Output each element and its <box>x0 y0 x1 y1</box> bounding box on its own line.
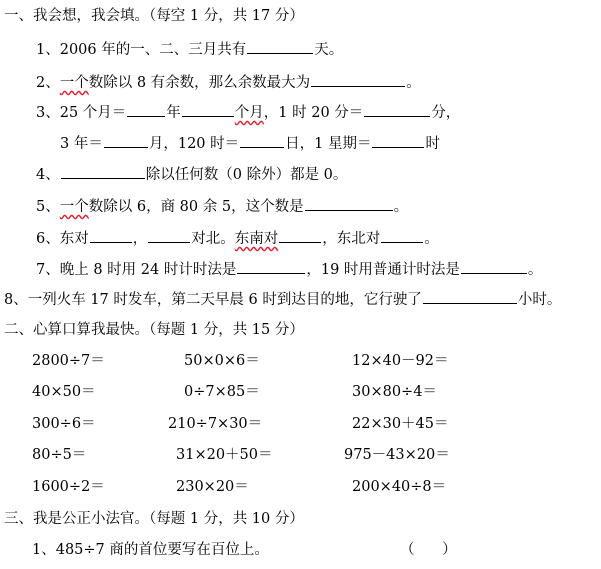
answer-blank[interactable] <box>461 259 527 274</box>
q5-number: 5、 <box>36 199 60 215</box>
q2-text: 数除以 8 有余数，那么余数最大为 <box>88 75 311 91</box>
answer-blank[interactable] <box>311 72 405 87</box>
answer-blank[interactable] <box>364 102 430 117</box>
q3-text-c: 个月 <box>234 105 264 121</box>
q6-text-f: 。 <box>424 231 439 247</box>
question-1-5 <box>36 196 408 217</box>
question-1-3 <box>36 102 460 123</box>
q7-text-c: 。 <box>527 262 543 278</box>
q3-text-e: 分， <box>431 105 461 121</box>
answer-blank[interactable] <box>279 228 321 243</box>
answer-blank[interactable] <box>182 102 234 117</box>
answer-blank[interactable] <box>305 196 393 211</box>
q4-text: 除以任何数（0 除外）都是 0。 <box>145 167 348 183</box>
question-1-6 <box>36 228 439 249</box>
q3b-text-a: 3 年＝ <box>60 136 103 152</box>
q6-text-e: ，东北对 <box>322 231 381 247</box>
calc-item: 0÷7×85＝ <box>184 384 260 400</box>
q6-text-a: 6、东对 <box>36 231 89 247</box>
question-1-1 <box>36 39 343 60</box>
q2-suffix: 。 <box>406 75 421 91</box>
q7-text-a: 7、晚上 8 时用 24 时计时法是 <box>36 262 237 278</box>
q2-number: 2、 <box>36 75 60 91</box>
calc-item: 80÷5＝ <box>32 447 87 463</box>
q5-text: 数除以 6，商 80 余 5，这个数是 <box>88 199 304 215</box>
calc-item: 230×20＝ <box>176 479 249 495</box>
calc-item: 31×20＋50＝ <box>176 447 273 463</box>
q3-text-d: ，1 时 20 分＝ <box>263 105 364 121</box>
answer-blank[interactable] <box>104 133 148 148</box>
section3-title: 三、我是公正小法官。（每题 1 分，共 10 分） <box>4 511 304 527</box>
calc-item: 200×40÷8＝ <box>352 479 447 495</box>
q1-text: 1、2006 年的一、二、三月共有 <box>36 42 247 58</box>
answer-blank[interactable] <box>127 102 165 117</box>
q3-text-b: 年 <box>166 105 181 121</box>
answer-blank[interactable] <box>240 133 284 148</box>
answer-parentheses[interactable]: （ ） <box>400 542 457 558</box>
answer-blank[interactable] <box>237 259 305 274</box>
section2-title: 二、心算口算我最快。（每题 1 分，共 15 分） <box>4 322 304 338</box>
calc-item: 300÷6＝ <box>32 416 96 432</box>
answer-blank[interactable] <box>61 164 145 179</box>
q7-text-b: ，19 时用普通计时法是 <box>306 262 460 278</box>
q4-number: 4、 <box>36 167 60 183</box>
answer-blank[interactable] <box>423 289 517 304</box>
calc-item: 210÷7×30＝ <box>168 416 263 432</box>
question-1-3-cont <box>60 133 440 154</box>
calc-item: 975－43×20＝ <box>344 447 450 463</box>
q5-suffix: 。 <box>393 199 409 215</box>
q6-text-d: 东南对 <box>234 231 279 247</box>
judgement-item-1: 1、485÷7 商的首位要写在百位上。 <box>32 542 269 558</box>
q6-text-c: 对北。 <box>191 231 235 247</box>
q8-text-a: 8、一列火车 17 时发车，第二天早晨 6 时到达目的地，它行驶了 <box>4 292 422 308</box>
question-1-4 <box>36 164 347 185</box>
q1-suffix: 天。 <box>314 42 344 58</box>
q5-underlined-word: 一个 <box>59 199 89 215</box>
question-1-8 <box>4 289 561 310</box>
calc-item: 50×0×6＝ <box>184 353 260 369</box>
answer-blank[interactable] <box>247 39 313 54</box>
answer-blank[interactable] <box>381 228 423 243</box>
q8-text-b: 小时。 <box>517 292 562 308</box>
q6-text-b: ， <box>132 231 148 247</box>
q3b-text-d: 时 <box>425 136 440 152</box>
q3-text-a: 3、25 个月＝ <box>36 105 127 121</box>
calc-item: 2800÷7＝ <box>32 353 105 369</box>
calc-item: 1600÷2＝ <box>32 479 105 495</box>
question-1-7 <box>36 259 542 280</box>
answer-blank[interactable] <box>90 228 132 243</box>
answer-blank[interactable] <box>372 133 424 148</box>
section1-title: 一、我会想，我会填。（每空 1 分，共 17 分） <box>4 8 304 24</box>
calc-item: 40×50＝ <box>32 384 96 400</box>
q2-underlined-word: 一个 <box>59 75 89 91</box>
calc-item: 22×30＋45＝ <box>352 416 449 432</box>
answer-blank[interactable] <box>148 228 190 243</box>
calc-item: 12×40－92＝ <box>352 353 449 369</box>
q3b-text-c: 日，1 星期＝ <box>285 136 372 152</box>
calc-item: 30×80÷4＝ <box>352 384 437 400</box>
question-1-2 <box>36 72 421 93</box>
q3b-text-b: 月，120 时＝ <box>148 136 240 152</box>
